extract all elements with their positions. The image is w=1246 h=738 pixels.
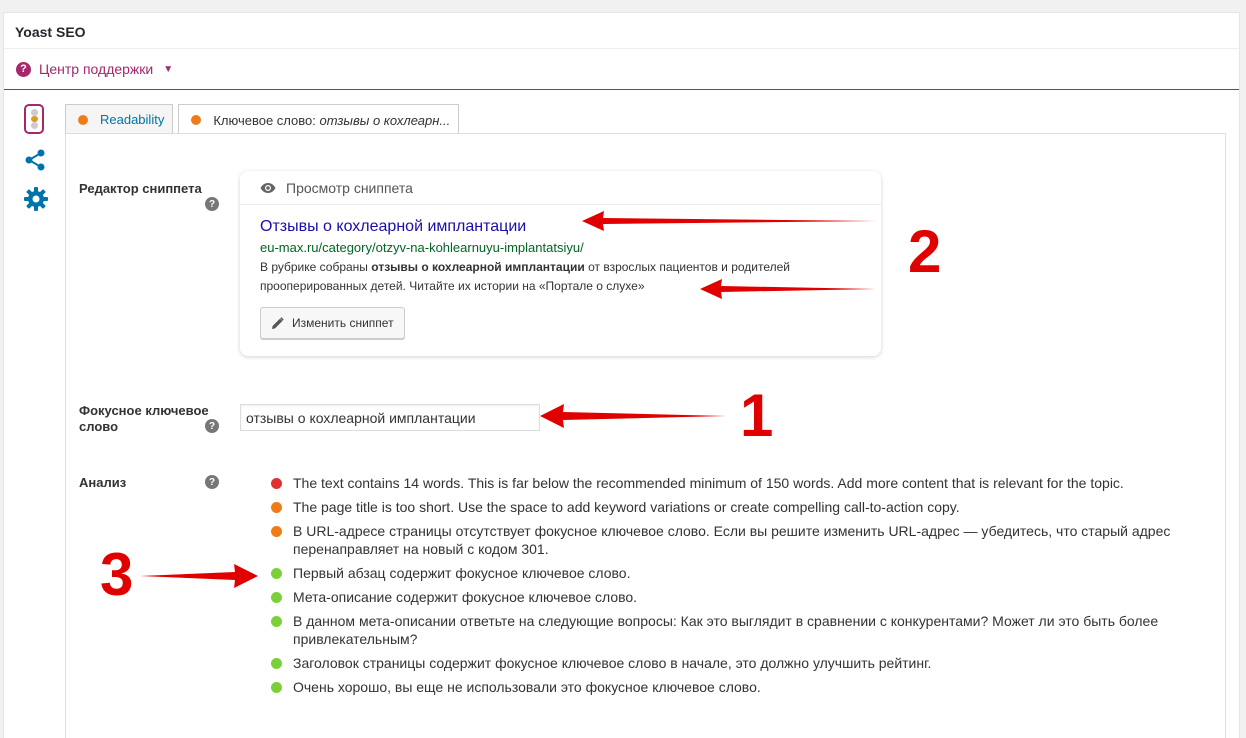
tab-readability[interactable]	[65, 104, 173, 134]
analysis-item-text: В данном мета-описании ответьте на следующие вопросы: Как это выглядит в сравнении с конкурентами? Может ли это быть более привлекательным?	[293, 613, 1159, 647]
analysis-item	[271, 612, 1201, 648]
gear-icon[interactable]	[23, 186, 49, 212]
side-nav	[20, 104, 48, 212]
snippet-editor-label: Редактор сниппета	[79, 181, 202, 196]
status-bullet-icon	[271, 682, 282, 693]
status-dot	[191, 115, 201, 125]
analysis-item-text: Заголовок страницы содержит фокусное ключевое слово в начале, это должно улучшить рейтинг.	[293, 655, 932, 671]
tab-keyword-prefix: Ключевое слово:	[213, 112, 320, 128]
focus-keyword-input[interactable]	[240, 404, 540, 431]
annotation-number-1: 1	[740, 382, 774, 449]
tab-keyword[interactable]	[178, 104, 459, 135]
annotation-number-3: 3	[100, 541, 134, 608]
analysis-item-text: The text contains 14 words. This is far below the recommended minimum of 150 words. Add more content that is relevant for the topic.	[293, 475, 1124, 491]
analysis-tabs	[65, 104, 464, 134]
analysis-item	[271, 498, 1201, 516]
analysis-item	[271, 654, 1201, 672]
snippet-preview	[240, 171, 881, 356]
status-dot	[78, 115, 88, 125]
annotation-number-2: 2	[908, 218, 942, 285]
help-icon[interactable]: ?	[205, 475, 219, 489]
analysis-item-text: Первый абзац содержит фокусное ключевое слово.	[293, 565, 631, 581]
status-bullet-icon	[271, 658, 282, 669]
analysis-item	[271, 588, 1201, 606]
status-bullet-icon	[271, 592, 282, 603]
snippet-title[interactable]: Отзывы о кохлеарной имплантации	[260, 218, 527, 235]
metabox-title: Yoast SEO	[4, 13, 1239, 49]
snippet-description[interactable]: В рубрике собраны отзывы о кохлеарной имплантации от взрослых пациентов и родителей прооперированных детей. Читайте их истории на «Портале о слухе»	[260, 260, 791, 293]
analysis-item-text: The page title is too short. Use the space to add keyword variations or create compelling call-to-action copy.	[293, 499, 960, 515]
traffic-light-icon[interactable]	[24, 104, 44, 134]
analysis-label: Анализ	[79, 475, 127, 490]
help-icon[interactable]: ?	[205, 419, 219, 433]
analysis-item	[271, 474, 1201, 492]
edit-snippet-label: Изменить сниппет	[292, 316, 394, 330]
focus-keyword-label: Фокусное ключевое слово	[79, 403, 209, 434]
edit-snippet-button[interactable]	[260, 307, 405, 339]
help-center-label: Центр поддержки	[39, 61, 154, 77]
question-icon: ?	[16, 62, 31, 77]
eye-icon	[260, 182, 276, 194]
status-bullet-icon	[271, 616, 282, 627]
tab-keyword-value: отзывы о кохлеарн...	[319, 112, 451, 128]
analysis-item-text: Мета-описание содержит фокусное ключевое слово.	[293, 589, 638, 605]
help-center-toggle[interactable]	[4, 49, 1239, 90]
analysis-item-text: Очень хорошо, вы еще не использовали это фокусное ключевое слово.	[293, 679, 761, 695]
snippet-url[interactable]: eu-max.ru/category/otzyv-na-kohlearnuyu-implantatsiyu/	[260, 240, 584, 255]
status-bullet-icon	[271, 568, 282, 579]
status-bullet-icon	[271, 502, 282, 513]
keyword-panel	[65, 133, 1226, 738]
status-bullet-icon	[271, 478, 282, 489]
tab-readability-label: Readability	[100, 112, 165, 127]
caret-down-icon: ▼	[163, 63, 174, 75]
analysis-item	[271, 522, 1201, 558]
analysis-list	[271, 474, 1201, 702]
analysis-item	[271, 678, 1201, 696]
analysis-item	[271, 564, 1201, 582]
snippet-preview-label: Просмотр сниппета	[286, 179, 413, 196]
share-icon[interactable]	[23, 148, 47, 172]
pencil-icon	[271, 317, 284, 330]
status-bullet-icon	[271, 526, 282, 537]
analysis-item-text: В URL-адресе страницы отсутствует фокусное ключевое слово. Если вы решите изменить URL-адрес — убедитесь, что старый адрес перенаправляет на новый с кодом 301.	[293, 523, 1171, 557]
help-icon[interactable]: ?	[205, 197, 219, 211]
